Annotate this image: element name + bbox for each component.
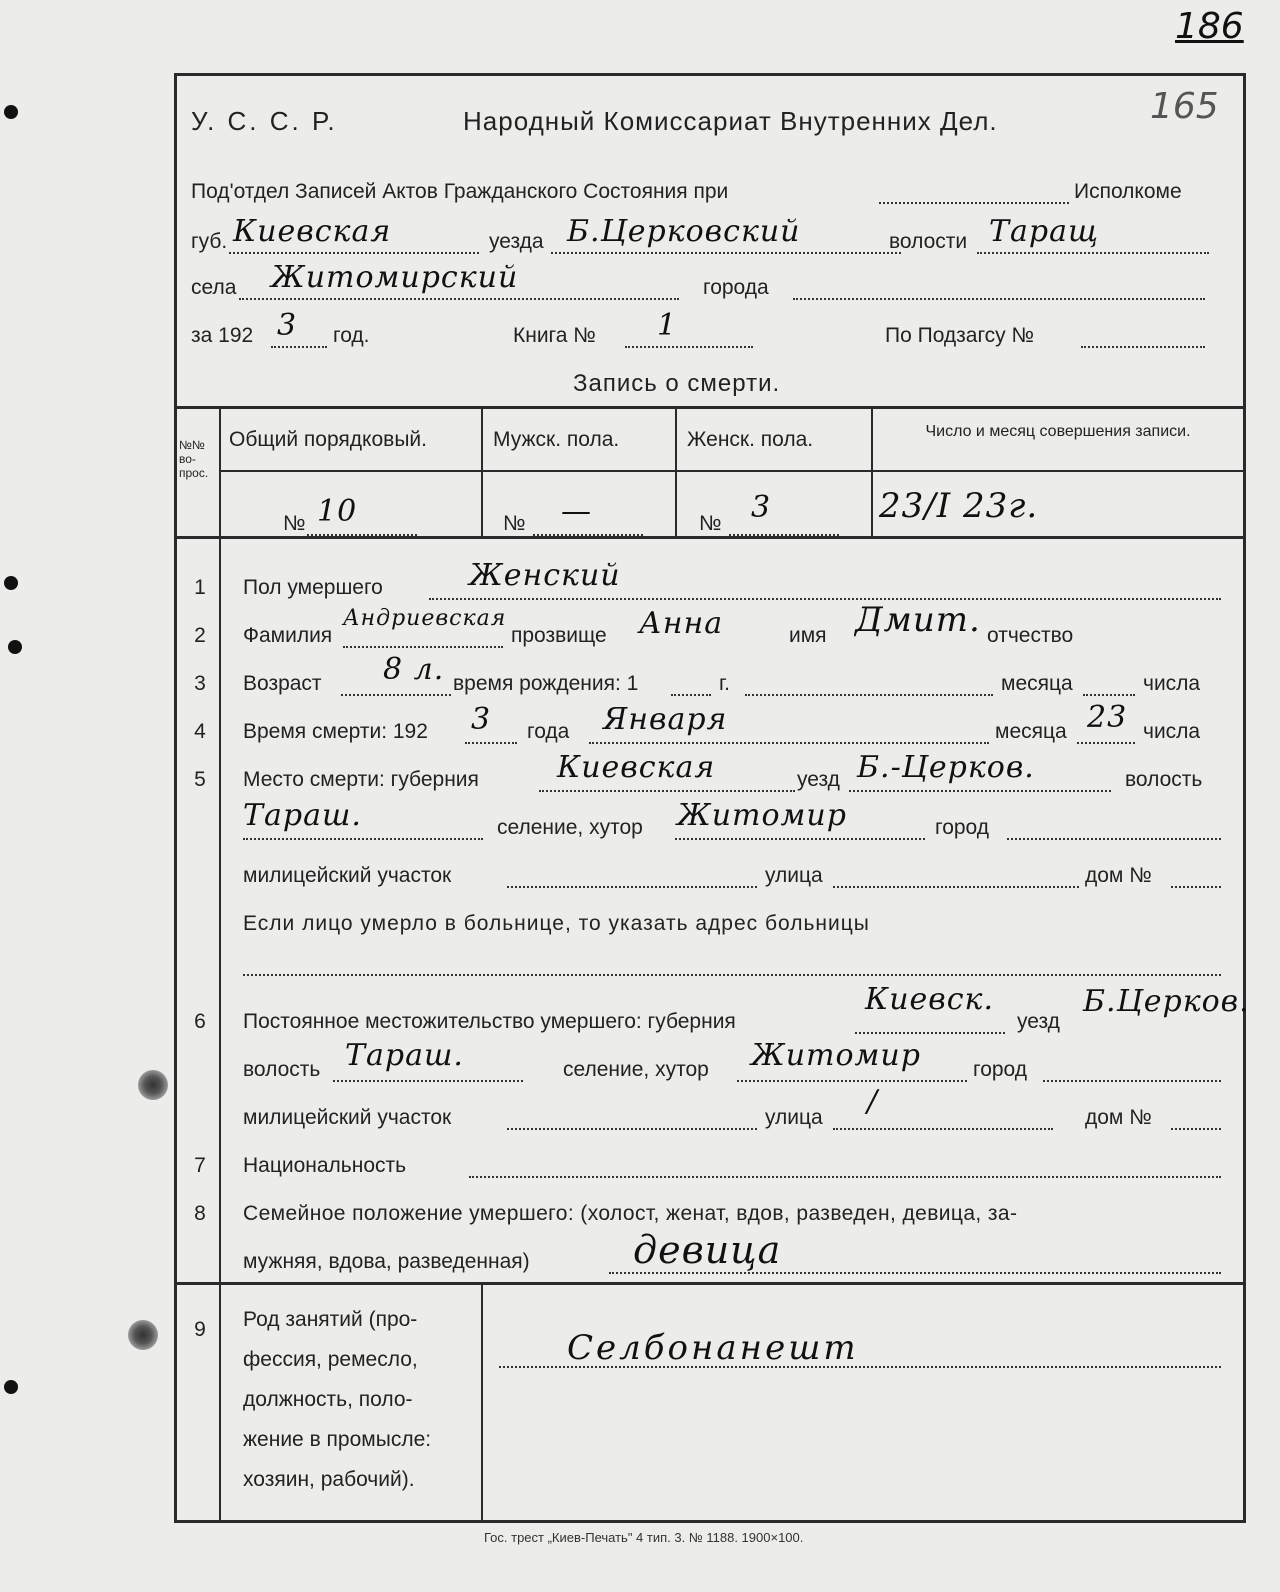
surname-value: Андриевская bbox=[343, 606, 507, 631]
name-value: Анна bbox=[639, 606, 724, 641]
occupation-label-2: фессия, ремесло, bbox=[243, 1348, 418, 1371]
death-month-label: месяца bbox=[995, 720, 1067, 743]
dotted-line bbox=[243, 974, 1221, 976]
dotted-line bbox=[465, 742, 517, 744]
corner-number: 165 bbox=[1150, 86, 1219, 127]
number-column-line bbox=[219, 1282, 221, 1520]
marital-value: девица bbox=[633, 1228, 782, 1272]
nationality-label: Национальность bbox=[243, 1154, 407, 1177]
dotted-line bbox=[539, 790, 795, 792]
general-value: 10 bbox=[317, 494, 358, 529]
date-label: Число и месяц совершения записи. bbox=[925, 423, 1191, 440]
female-label: Женск. пола. bbox=[687, 428, 814, 451]
volost-label: волости bbox=[889, 230, 968, 253]
dotted-line bbox=[507, 886, 757, 888]
residence-label: Постоянное местожительство умершего: губерния bbox=[243, 1010, 736, 1033]
name-label: имя bbox=[789, 624, 827, 647]
street-label: улица bbox=[765, 864, 823, 887]
residence-street-value: / bbox=[867, 1084, 879, 1119]
book-value: 1 bbox=[657, 308, 678, 343]
row-number: 8 bbox=[194, 1202, 206, 1225]
death-place-label: Место смерти: губерния bbox=[243, 768, 479, 791]
dotted-line bbox=[745, 694, 993, 696]
uezd-label: уезда bbox=[489, 230, 544, 253]
office-label: Под'отдел Записей Актов Гражданского Состояния при bbox=[191, 180, 729, 203]
dotted-line bbox=[239, 298, 679, 300]
residence-gorod-label: город bbox=[973, 1058, 1028, 1081]
dotted-line bbox=[833, 1128, 1053, 1130]
year-prefix: за 192 bbox=[191, 324, 254, 347]
number-column-line bbox=[219, 536, 221, 1282]
birth-g-label: г. bbox=[719, 672, 730, 695]
birth-label: время рождения: 1 bbox=[453, 672, 639, 695]
punch-hole bbox=[138, 1070, 168, 1100]
death-place-gub: Киевская bbox=[557, 750, 716, 785]
volost-value: Таращ bbox=[989, 214, 1100, 249]
dotted-line bbox=[341, 694, 451, 696]
dotted-line bbox=[849, 790, 1111, 792]
ministry-label: Народный Комиссариат Внутренних Дел. bbox=[463, 106, 998, 136]
dotted-line bbox=[1171, 1128, 1221, 1130]
row-number: 6 bbox=[194, 1010, 206, 1033]
row-number: 2 bbox=[194, 624, 206, 647]
birth-month-label: месяца bbox=[1001, 672, 1073, 695]
nn-label: №№ во-прос. bbox=[179, 438, 209, 480]
dotted-line bbox=[469, 1176, 1221, 1178]
dotted-line bbox=[429, 598, 1221, 600]
dotted-line bbox=[229, 252, 479, 254]
row-number: 7 bbox=[194, 1154, 206, 1177]
residence-gub: Киевск. bbox=[865, 982, 995, 1017]
dotted-line bbox=[855, 1032, 1005, 1034]
republic-label: У. С. С. Р. bbox=[191, 106, 338, 136]
row-number: 1 bbox=[194, 576, 206, 599]
death-record-form bbox=[174, 73, 1250, 1523]
row-number: 9 bbox=[194, 1318, 206, 1341]
residence-selo: Житомир bbox=[751, 1038, 921, 1073]
dotted-line bbox=[1083, 694, 1135, 696]
gorod-label: города bbox=[703, 276, 769, 299]
dotted-line bbox=[589, 742, 989, 744]
dotted-line bbox=[793, 298, 1205, 300]
death-place-gorod-label: город bbox=[935, 816, 990, 839]
printer-footer: Гос. трест „Киев-Печать" 4 тип. 3. № 1188. 1900×100. bbox=[484, 1530, 804, 1545]
dotted-line bbox=[271, 346, 327, 348]
surname-label: Фамилия bbox=[243, 624, 333, 647]
militia-label: милицейский участок bbox=[243, 864, 452, 887]
death-place-volost-label: волость bbox=[1125, 768, 1203, 791]
general-no: № bbox=[283, 512, 306, 535]
dotted-line bbox=[671, 694, 711, 696]
residence-uezd: Б.Церков. bbox=[1083, 984, 1250, 1019]
death-place-volost: Тараш. bbox=[243, 798, 362, 833]
death-year-label: года bbox=[527, 720, 570, 743]
male-label: Мужск. пола. bbox=[493, 428, 620, 451]
occupation-label-1: Род занятий (про- bbox=[243, 1308, 418, 1331]
residence-volost-label: волость bbox=[243, 1058, 321, 1081]
podzags-label: По Подзагсу № bbox=[885, 324, 1035, 347]
table-inner-line bbox=[219, 470, 1243, 472]
male-value: — bbox=[561, 494, 592, 529]
selo-label: села bbox=[191, 276, 237, 299]
nick-label: прозвище bbox=[511, 624, 607, 647]
death-time-label: Время смерти: 192 bbox=[243, 720, 428, 743]
sex-value: Женский bbox=[469, 558, 621, 593]
sex-label: Пол умершего bbox=[243, 576, 383, 599]
dotted-line bbox=[833, 886, 1079, 888]
death-place-uezd-label: уезд bbox=[797, 768, 840, 791]
dotted-line bbox=[1171, 886, 1221, 888]
residence-house-label: дом № bbox=[1085, 1106, 1152, 1129]
death-place-uezd: Б.-Церков. bbox=[857, 750, 1035, 785]
dotted-line bbox=[1043, 1080, 1221, 1082]
death-year-value: 3 bbox=[471, 702, 492, 737]
section-divider bbox=[177, 1282, 1243, 1285]
dotted-line bbox=[1081, 346, 1205, 348]
year-suffix: год. bbox=[333, 324, 370, 347]
occupation-divider bbox=[481, 1282, 483, 1520]
occupation-label-4: жение в промысле: bbox=[243, 1428, 432, 1451]
residence-street-label: улица bbox=[765, 1106, 823, 1129]
table-bottom-line bbox=[177, 536, 1243, 539]
punch-hole bbox=[4, 576, 18, 590]
birth-day-label: числа bbox=[1143, 672, 1201, 695]
dotted-line bbox=[609, 1272, 1221, 1274]
hospital-label: Если лицо умерло в больнице, то указать адрес больницы bbox=[243, 912, 870, 935]
dotted-line bbox=[343, 646, 503, 648]
book-label: Книга № bbox=[513, 324, 596, 347]
patronymic-label: отчество bbox=[987, 624, 1074, 647]
punch-hole bbox=[4, 1380, 18, 1394]
dotted-line bbox=[625, 346, 753, 348]
residence-uezd-label: уезд bbox=[1017, 1010, 1060, 1033]
age-value: 8 л. bbox=[383, 652, 445, 687]
dotted-line bbox=[737, 1080, 967, 1082]
occupation-label-3: должность, поло- bbox=[243, 1388, 413, 1411]
dotted-line bbox=[675, 838, 925, 840]
ispolkom-label: Исполкоме bbox=[1074, 180, 1182, 203]
dotted-line bbox=[977, 252, 1209, 254]
punch-hole bbox=[8, 640, 22, 654]
occupation-label-5: хозяин, рабочий). bbox=[243, 1468, 415, 1491]
date-value: 23/I 23г. bbox=[879, 486, 1039, 526]
house-label: дом № bbox=[1085, 864, 1152, 887]
gub-value: Киевская bbox=[233, 214, 392, 249]
gub-label: губ. bbox=[191, 230, 228, 253]
residence-selo-label: селение, хутор bbox=[563, 1058, 709, 1081]
residence-volost: Тараш. bbox=[345, 1038, 464, 1073]
row-number: 3 bbox=[194, 672, 206, 695]
death-place-selo-label: селение, хутор bbox=[497, 816, 643, 839]
marital-label-2: мужняя, вдова, разведенная) bbox=[243, 1250, 530, 1273]
table-top-line bbox=[177, 406, 1243, 409]
male-no: № bbox=[503, 512, 526, 535]
death-place-selo: Житомир bbox=[677, 798, 847, 833]
record-title: Запись о смерти. bbox=[573, 370, 781, 397]
death-day-value: 23 bbox=[1087, 700, 1128, 735]
dotted-line bbox=[333, 1080, 523, 1082]
occupation-value: Селбонанешт bbox=[567, 1328, 859, 1368]
death-month-value: Января bbox=[603, 702, 728, 737]
dotted-line bbox=[243, 838, 483, 840]
marital-label: Семейное положение умершего: (холост, женат, вдов, разведен, девица, за- bbox=[243, 1202, 1018, 1225]
general-label: Общий порядковый. bbox=[229, 428, 427, 451]
dotted-line bbox=[879, 202, 1069, 204]
uezd-value: Б.Церковский bbox=[567, 214, 801, 249]
dotted-line bbox=[1077, 742, 1135, 744]
selo-value: Житомирский bbox=[271, 260, 519, 295]
dotted-line bbox=[1007, 838, 1221, 840]
page-number: 186 bbox=[1175, 6, 1244, 47]
dotted-line bbox=[551, 252, 901, 254]
female-no: № bbox=[699, 512, 722, 535]
year-digit: 3 bbox=[277, 308, 298, 343]
residence-militia-label: милицейский участок bbox=[243, 1106, 452, 1129]
punch-hole bbox=[4, 105, 18, 119]
row-number: 4 bbox=[194, 720, 206, 743]
age-label: Возраст bbox=[243, 672, 322, 695]
patronymic-value: Дмит. bbox=[855, 600, 981, 640]
row-number: 5 bbox=[194, 768, 206, 791]
dotted-line bbox=[507, 1128, 757, 1130]
female-value: 3 bbox=[751, 490, 772, 525]
dotted-line bbox=[499, 1366, 1221, 1368]
punch-hole bbox=[128, 1320, 158, 1350]
death-day-label: числа bbox=[1143, 720, 1201, 743]
